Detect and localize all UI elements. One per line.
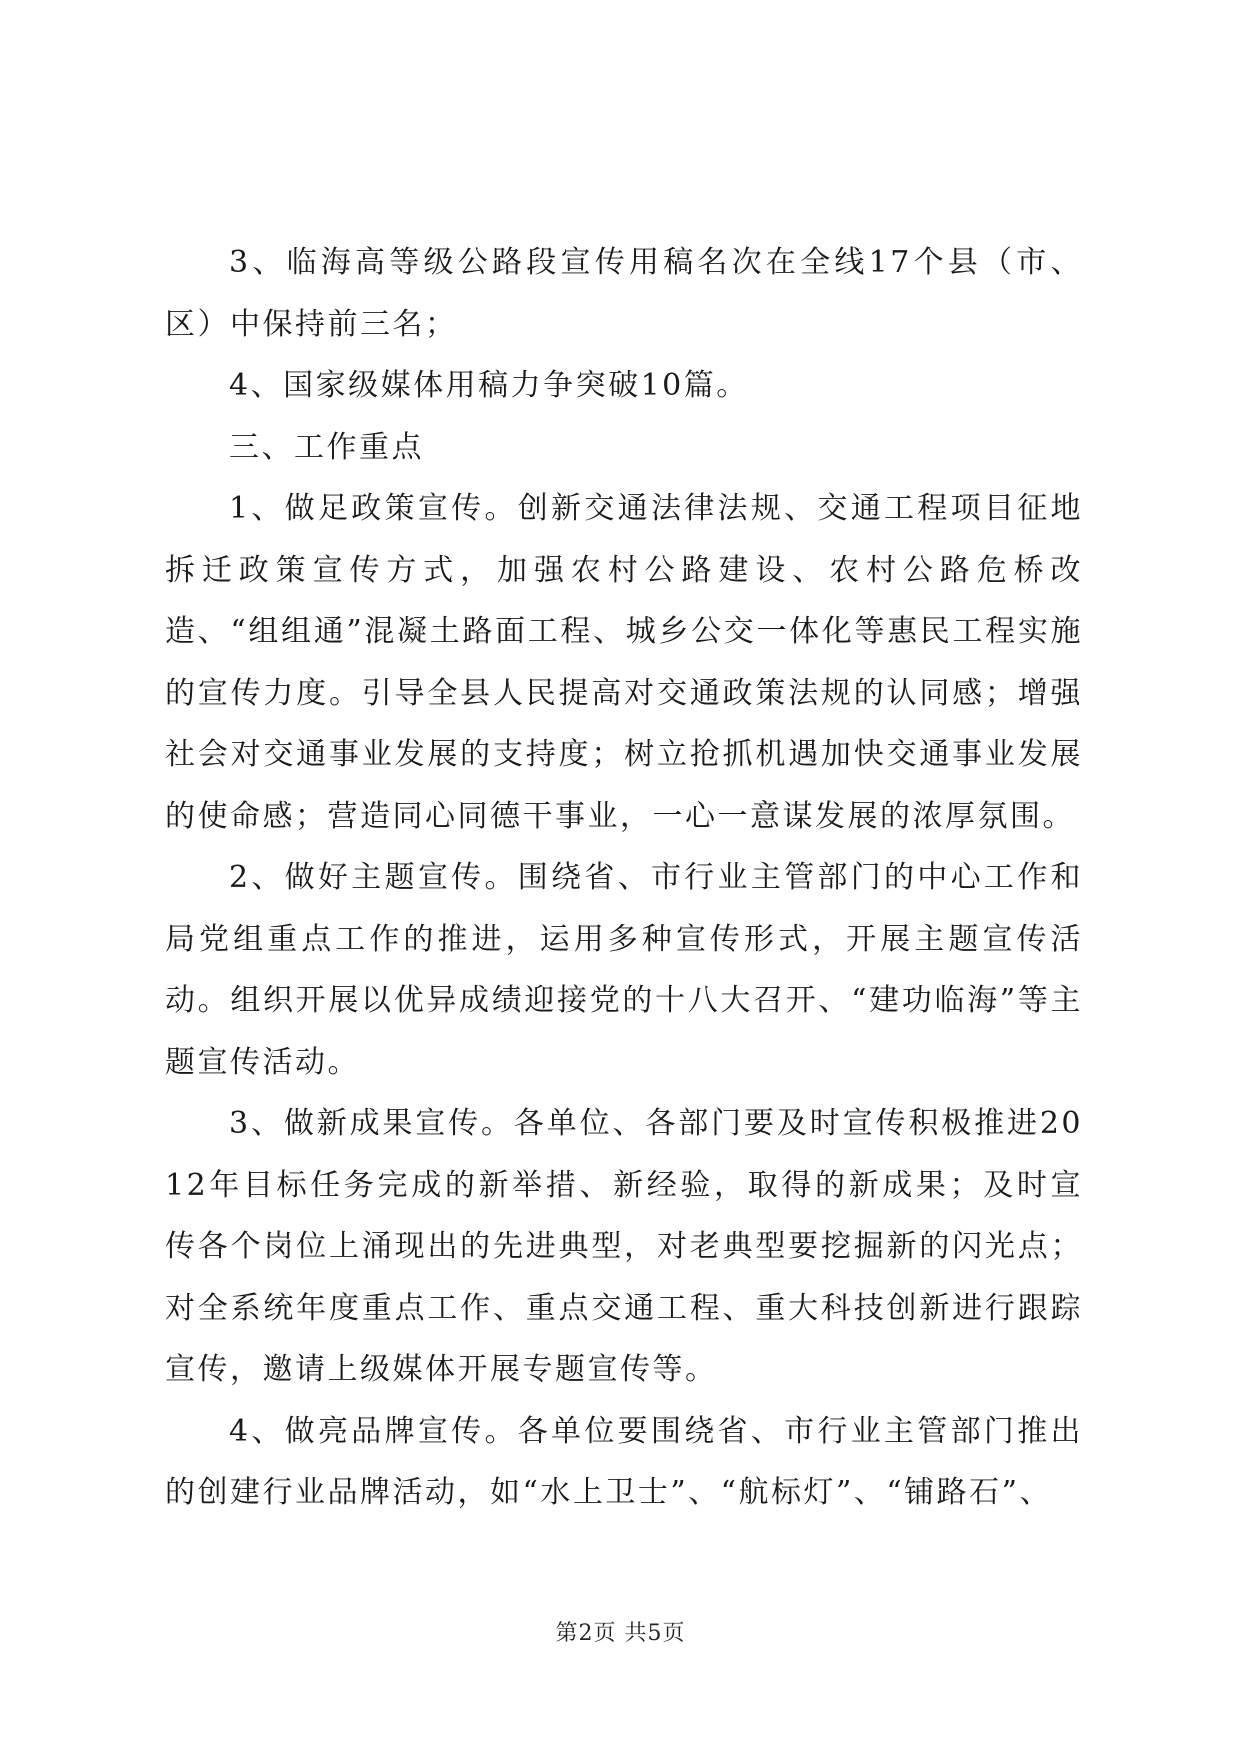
- section-heading-work-focus: 三、工作重点: [229, 429, 424, 465]
- paragraph-achievement-publicity: 3、做新成果宣传。各单位、各部门要及时宣传积极推进2012年目标任务完成的新举措、新经验，取得的新成果；及时宣传各个岗位上涌现出的先进典型，对老典型要挖掘新的闪光点；对全系统年度重点工作、重点交通工程、重大科技创新进行跟踪宣传，邀请上级媒体开展专题宣传等。: [165, 1106, 1083, 1387]
- paragraph-policy-publicity: 1、做足政策宣传。创新交通法律法规、交通工程项目征地拆迁政策宣传方式，加强农村公路建设、农村公路危桥改造、“组组通”混凝土路面工程、城乡公交一体化等惠民工程实施的宣传力度。引导全县人民提高对交通政策法规的认同感；增强社会对交通事业发展的支持度；树立抢抓机遇加快交通事业发展的使命感；营造同心同德干事业，一心一意谋发展的浓厚氛围。: [165, 491, 1083, 834]
- paragraph-target-4: 4、国家级媒体用稿力争突破10篇。: [229, 368, 749, 403]
- page-number-footer: 第2页 共5页: [555, 1621, 686, 1646]
- document-body: [165, 232, 1083, 1524]
- paragraph-brand-publicity: 4、做亮品牌宣传。各单位要围绕省、市行业主管部门推出的创建行业品牌活动，如“水上卫士”、“航标灯”、“铺路石”、: [165, 1413, 1083, 1510]
- paragraph-theme-publicity: 2、做好主题宣传。围绕省、市行业主管部门的中心工作和局党组重点工作的推进，运用多种宣传形式，开展主题宣传活动。组织开展以优异成绩迎接党的十八大召开、“建功临海”等主题宣传活动。: [165, 860, 1083, 1080]
- paragraph-target-3: 3、临海高等级公路段宣传用稿名次在全线17个县（市、区）中保持前三名；: [165, 245, 1083, 342]
